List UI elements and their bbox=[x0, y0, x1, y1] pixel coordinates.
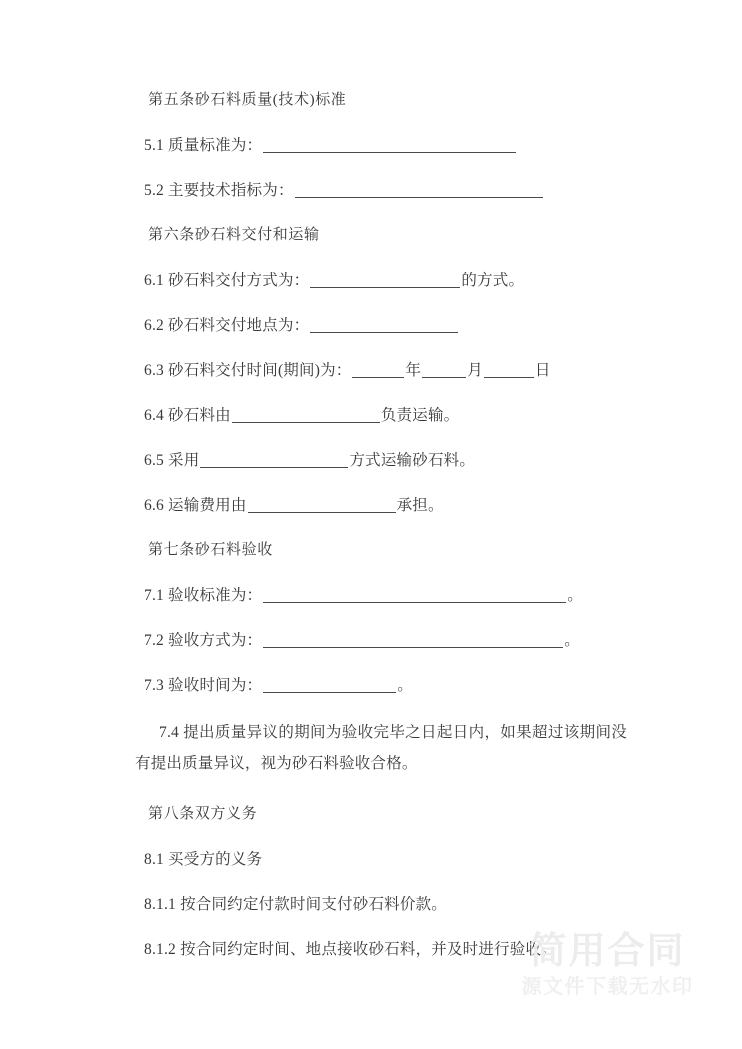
clause-6-6-label: 6.6 运输费用由 bbox=[144, 497, 247, 514]
clause-7-2-trailing: 。 bbox=[564, 632, 580, 649]
clause-8-1: 8.1 买受方的义务 bbox=[144, 851, 263, 868]
clause-7-2 bbox=[135, 618, 615, 663]
clause-6-3-unit-month: 月 bbox=[467, 362, 483, 379]
clause-7-1 bbox=[135, 573, 615, 618]
watermark-subtitle: 源文件下载无水印 bbox=[521, 974, 694, 998]
document-body bbox=[135, 78, 627, 972]
section-heading-7: 第七条砂石料验收 bbox=[148, 542, 273, 558]
clause-5-2-label: 5.2 主要技术指标为： bbox=[144, 182, 294, 199]
clause-5-1-blank[interactable] bbox=[263, 139, 516, 153]
clause-5-2 bbox=[135, 168, 615, 213]
section-heading-5: 第五条砂石料质量(技术)标准 bbox=[148, 92, 347, 108]
clause-6-4-trailing: 负责运输。 bbox=[380, 407, 460, 424]
clause-6-3-unit-day: 日 bbox=[534, 362, 551, 379]
clause-6-6-trailing: 承担。 bbox=[396, 497, 444, 514]
clause-6-1-label: 6.1 砂石料交付方式为： bbox=[144, 272, 310, 289]
clause-6-5-trailing: 方式运输砂石料。 bbox=[349, 452, 476, 469]
section-heading-8: 第八条双方义务 bbox=[148, 806, 258, 822]
clause-6-5 bbox=[135, 438, 615, 483]
clause-7-3-label: 7.3 验收时间为： bbox=[144, 677, 263, 694]
clause-6-3-blank-day[interactable] bbox=[484, 364, 534, 378]
clause-6-3-unit-year: 年 bbox=[405, 362, 422, 379]
clause-7-2-label: 7.2 验收方式为： bbox=[144, 632, 263, 649]
clause-6-2 bbox=[135, 303, 615, 348]
clause-6-6-blank[interactable] bbox=[248, 499, 396, 513]
section-heading-6: 第六条砂石料交付和运输 bbox=[148, 227, 320, 243]
clause-7-1-label: 7.1 验收标准为： bbox=[144, 587, 263, 604]
clause-6-3-label: 6.3 砂石料交付时间(期间)为： bbox=[144, 362, 352, 379]
clause-6-3-blank-month[interactable] bbox=[422, 364, 466, 378]
clause-7-3 bbox=[135, 663, 615, 708]
clause-7-2-blank[interactable] bbox=[263, 634, 563, 648]
clause-7-1-trailing: 。 bbox=[567, 587, 583, 604]
clause-6-2-label: 6.2 砂石料交付地点为： bbox=[144, 317, 310, 334]
clause-6-4-label: 6.4 砂石料由 bbox=[144, 407, 231, 424]
clause-8-1-1: 8.1.1 按合同约定付款时间支付砂石料价款。 bbox=[144, 896, 447, 913]
clause-6-1 bbox=[135, 258, 615, 303]
clause-6-3 bbox=[135, 348, 615, 393]
clause-5-1-label: 5.1 质量标准为： bbox=[144, 137, 263, 154]
clause-7-1-blank[interactable] bbox=[263, 589, 566, 603]
clause-6-1-blank[interactable] bbox=[310, 274, 460, 288]
clause-6-5-label: 6.5 采用 bbox=[144, 452, 200, 469]
clause-6-4 bbox=[135, 393, 615, 438]
watermark-brand: 简用合同 bbox=[529, 929, 686, 973]
clause-6-2-blank[interactable] bbox=[310, 319, 458, 333]
clause-7-4-paragraph: 7.4 提出质量异议的期间为验收完毕之日起日内，如果超过该期间没有提出质量异议，视为砂石料验收合格。 bbox=[135, 724, 627, 772]
clause-6-1-trailing: 的方式。 bbox=[461, 272, 525, 289]
clause-5-2-blank[interactable] bbox=[295, 184, 543, 198]
clause-6-5-blank[interactable] bbox=[200, 454, 348, 468]
clause-8-1-2: 8.1.2 按合同约定时间、地点接收砂石料，并及时进行验收。 bbox=[144, 941, 557, 958]
clause-5-1 bbox=[135, 123, 615, 168]
clause-7-3-trailing: 。 bbox=[397, 677, 413, 694]
clause-7-3-blank[interactable] bbox=[263, 679, 396, 693]
clause-6-4-blank[interactable] bbox=[232, 409, 380, 423]
clause-6-3-blank-year[interactable] bbox=[352, 364, 404, 378]
clause-6-6 bbox=[135, 483, 615, 528]
